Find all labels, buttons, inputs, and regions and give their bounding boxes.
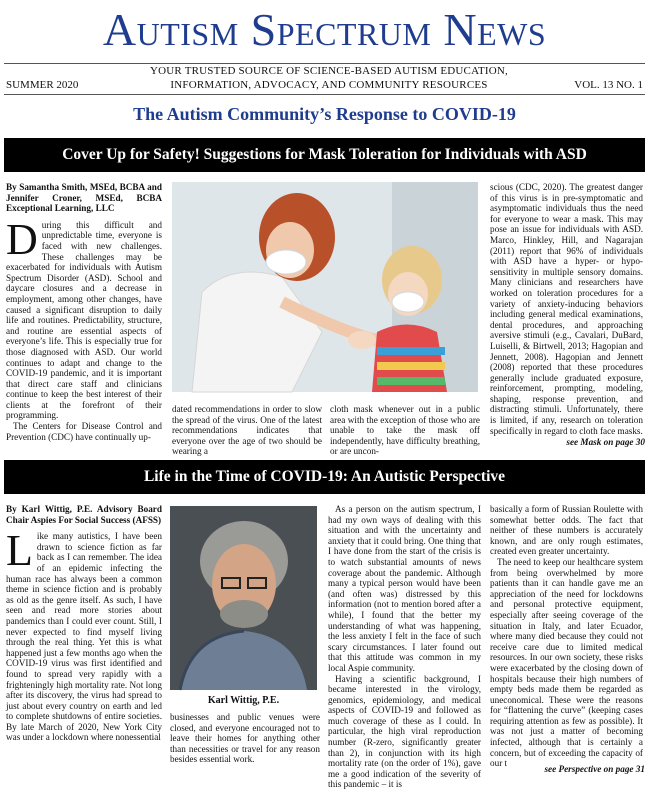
masthead-rule-bottom	[4, 94, 645, 95]
masthead-subhead	[4, 64, 645, 94]
article2-col1-text: ike many autistics, I have been drawn to science fiction as far back as I can remember. The idea of an epidemic infecting the human race has always been a common theme in science fiction and is probably as old as the genre itself. As such, I have seen and read more stories about pandemics than I could ever count. Still, I never expected to find myself living through the real thing. Yet this is what happened just a few months ago when the COVID-19 virus was first identified and found to spread very rapidly with a frighteningly high mortality rate. Not long after its discovery, the virus had spread to just about every country on earth and led to complete shutdowns of entire societies. By late March of 2020, New York City was under a lockdown where nonessential	[6, 531, 162, 742]
mask-photo-illustration	[172, 182, 478, 392]
article1-continued-link[interactable]: see Mask on page 30	[540, 437, 645, 447]
issue-date: SUMMER 2020	[6, 79, 78, 91]
article1-column-4	[490, 182, 643, 432]
article2-byline: By Karl Wittig, P.E. Advisory Board Chair Aspies For Social Success (AFSS)	[6, 504, 162, 525]
article1-col3-text: cloth mask whenever out in a public area with the exception of those who are unable to take the mask off independently, have difficulty breathing, or are uncon-	[330, 404, 480, 457]
article2-col4a-text: basically a form of Russian Roulette with somewhat better odds. The fact that neither of these numbers is accurately known, and are only rough estimates, created even greater uncertainty.	[490, 504, 643, 557]
article1-col2-text: dated recommendations in order to slow the spread of the virus. One of the latest recommendations indicates that everyone over the age of two should be wearing a	[172, 404, 322, 457]
issue-volume: VOL. 13 NO. 1	[574, 79, 643, 91]
article2-photo-caption: Karl Wittig, P.E.	[170, 695, 317, 706]
article2-col2-text: businesses and public venues were closed, and everyone encouraged not to leave their homes for anything other than necessities or travel for any reason besides essential work.	[170, 712, 320, 765]
tagline: YOUR TRUSTED SOURCE OF SCIENCE-BASED AUTISM EDUCATION, INFORMATION, ADVOCACY, AND COMMUNITY RESOURCES	[114, 64, 544, 92]
article2-title-bar[interactable]: Life in the Time of COVID-19: An Autistic Perspective	[4, 460, 645, 494]
article1-title-bar[interactable]: Cover Up for Safety! Suggestions for Mask Toleration for Individuals with ASD	[4, 138, 645, 172]
article2-column-3	[328, 504, 481, 776]
author-portrait-illustration	[170, 506, 317, 690]
article2-column-4	[490, 504, 643, 760]
article1-column-1	[6, 182, 162, 450]
masthead	[0, 0, 649, 62]
article2-column-1	[6, 504, 162, 776]
article2-author-photo	[170, 506, 317, 690]
masthead-title: Autism Spectrum News	[0, 2, 649, 58]
article1-byline: By Samantha Smith, MSEd, BCBA and Jennifer Croner, MSEd, BCBA Exceptional Learning, LLC	[6, 182, 162, 214]
article2-col3b-text: Having a scientific background, I became interested in the virology, genomics, epidemiology, and medical aspects of COVID-19 and followed as much coverage of these as I could. In particular, the high viral reproduction number (R-zero, significantly greater than 2), in conjunction with its high mortality rate (on the order of 1%), gave me a good indication of the severity of this pandemic – it is	[328, 674, 481, 790]
article1-col1b-text: The Centers for Disease Control and Prevention (CDC) have continually up-	[6, 421, 162, 442]
article1-col4-text: scious (CDC, 2020). The greatest danger of this virus is in pre-symptomatic and asymptomatic individuals thus the need for everyone to wear a mask. This may pose an issue for individuals with ASD. Marco, Hinkley, Hill, and Nagarajan (2011) report that 96% of individuals with ASD have a hyper- or hypo-sensitivity in multiple sensory domains. Many clinicians and researchers have worked on toleration procedures for a variety of anxiety-inducing behaviors including general medical examinations, dental procedures, and approaching aversive stimuli (e.g., Cavalari, DuBard, Luiselli, & Birtwell, 2013; Hagopian and Jennett, 2008). Hagopian and Jennett (2008) reported that these procedures generally include graduated exposure, reinforcement, prompting, modeling, shaping, response prevention, and distracting stimuli. Unfortunately, there is limited, if any, research on toleration specifically in regard to cloth face masks.	[490, 182, 643, 436]
article2-col4b-text: The need to keep our healthcare system from being overwhelmed by more patients than it can handle gave me an appreciation of the need for lockdowns and personal protective equipment, especially after seeing coverage of the situation in Italy, and later Ecuador, where many died because they could not receive care due to limited medical resources. In our own society, these risks were exacerbated by the closing down of hospitals because their high numbers of empty beds made them be regarded as uneconomical. These were the reasons for “flattening the curve” (keeping cases requiring attention as few as possible). It was not just a matter of becoming infected, although that is certainly a concern, but of exceeding the capacity of our t	[490, 557, 643, 769]
article2-dropcap: L	[6, 533, 33, 569]
article1-dropcap: D	[6, 222, 38, 258]
article1-column-3	[330, 404, 480, 452]
article2-col3a-text: As a person on the autism spectrum, I had my own ways of dealing with this situation and with the uncertainty and anxiety that it could bring. One thing that I have done from the start of the crisis is to watch substantial amounts of news coverage about the pandemic. Although many a typical person would have been (and often was) distressed by this information (not to mention bored after a while), I found that the better my understanding of what was happening, the less anxiety I felt in the face of such scary circumstances. I later found out that this attitude was common in my local Aspie community.	[328, 504, 481, 674]
article2-continued-link[interactable]: see Perspective on page 31	[520, 764, 645, 774]
article1-photo	[172, 182, 478, 392]
article1-column-2	[172, 404, 322, 452]
article1-col1-text: uring this difficult and unpredictable time, everyone is faced with new challenges. These challenges may be exacerbated for individuals with Autism Spectrum Disorder (ASD). School and daycare closures and a decrease in employment, among other changes, have caused a significant disruption to daily life and routines. Predictability, structure, and routine are essential aspects of everyone’s life. This is especially true for those diagnosed with ASD. Our world continues to adapt and change to the COVID-19 pandemic, and it is important that direct care staff and clinicians continue to keep the best interest of their clients at the forefront of their programming.	[6, 220, 162, 421]
issue-headline: The Autism Community’s Response to COVID-19	[0, 102, 649, 126]
article2-column-2	[170, 712, 320, 776]
